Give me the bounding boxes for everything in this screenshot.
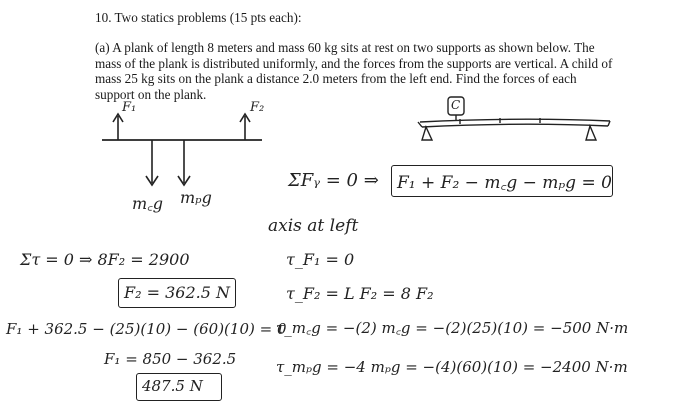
mcg-label: m꜀g xyxy=(132,194,163,213)
problem-title: 10. Two statics problems (15 pts each): xyxy=(95,10,302,25)
problem-part-a: (a) A plank of length 8 meters and mass 60 kg sits at rest on two supports as shown below. The mass of the plank is distributed uniformly, and the forces from the supports are vertical. A child of mass 25 kg sits on the plank a distance 2.0 meters from the left end. Find the forces of each support on the plank. xyxy=(95,40,613,102)
sum-torque: Στ = 0 ⇒ 8F₂ = 2900 xyxy=(20,250,190,269)
f1-equation: F₁ + 362.5 − (25)(10) − (60)(10) = 0 xyxy=(6,320,287,338)
mpg-label: mₚg xyxy=(180,188,212,207)
axis-note: axis at left xyxy=(268,216,359,236)
force-equation-boxed: F₁ + F₂ − m꜀g − mₚg = 0 xyxy=(397,173,612,193)
torque-f2: τ_F₂ = L F₂ = 8 F₂ xyxy=(286,284,434,303)
force-equation: ΣFᵧ = 0 ⇒ xyxy=(288,170,379,191)
weight-arrows xyxy=(146,140,190,185)
torque-mpg: τ_mₚg = −4 mₚg = −(4)(60)(10) = −2400 N·m xyxy=(276,358,628,376)
f1-label: F₁ xyxy=(122,100,137,115)
plank-sketch xyxy=(418,118,610,140)
support-force-arrows xyxy=(113,114,250,140)
f2-result: F₂ = 362.5 N xyxy=(124,283,230,302)
f1-substitution: F₁ = 850 − 362.5 xyxy=(104,350,237,368)
f2-label: F₂ xyxy=(250,100,265,115)
torque-f1: τ_F₁ = 0 xyxy=(286,250,355,269)
child-label: C xyxy=(451,98,461,112)
torque-mcg: τ_m꜀g = −(2) m꜀g = −(2)(25)(10) = −500 N·m xyxy=(276,319,629,337)
f1-result: 487.5 N xyxy=(142,377,203,395)
